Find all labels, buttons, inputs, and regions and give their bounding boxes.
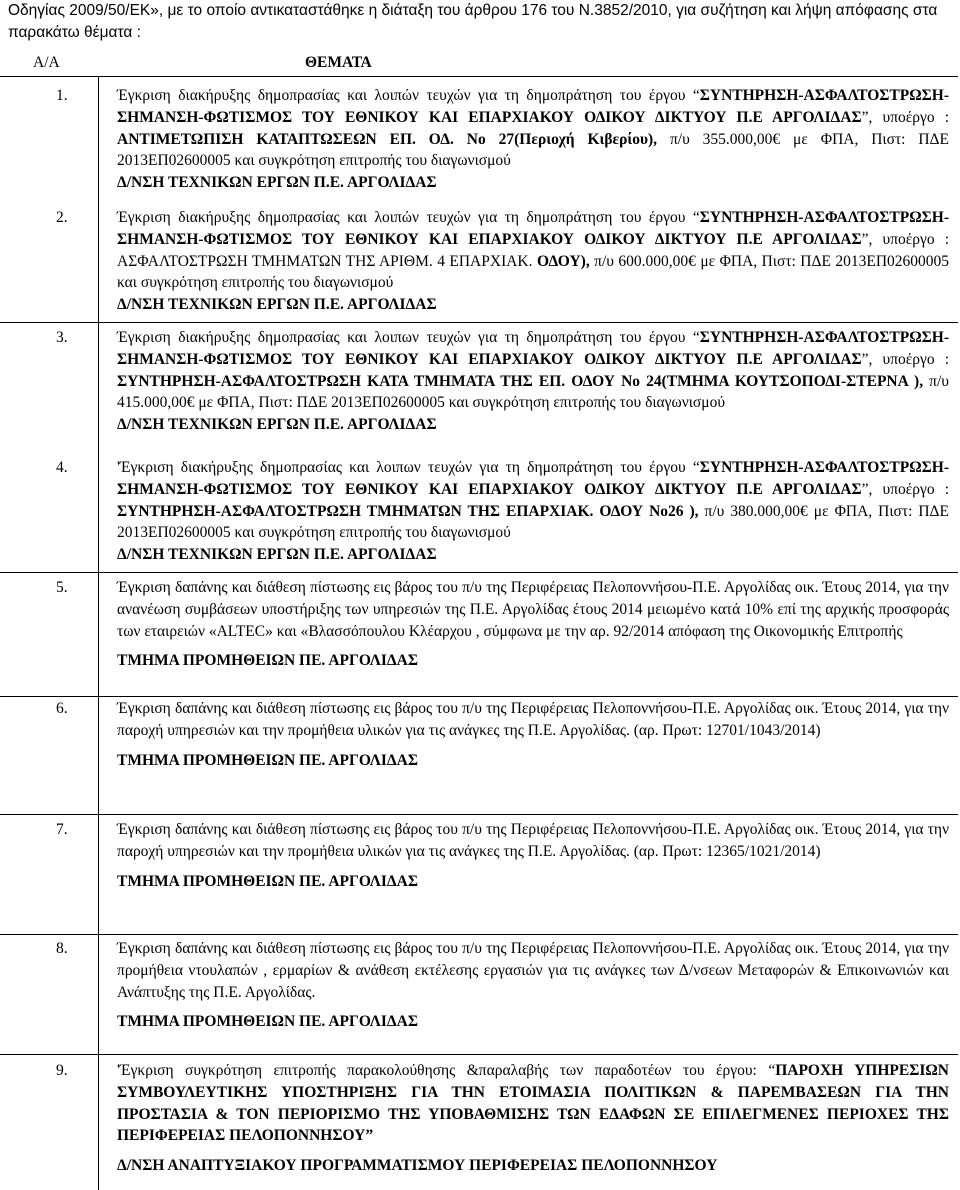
item-number: 9. xyxy=(56,1062,68,1079)
row-divider xyxy=(0,934,958,935)
item-number: 8. xyxy=(56,940,68,957)
department-label: Δ/ΝΣΗ ΑΝΑΠΤΥΞΙΑΚΟΥ ΠΡΟΓΡΑΜΜΑΤΙΣΜΟΥ ΠΕΡΙΦΕΡΕΙΑΣ ΠΕΛΟΠΟΝΝΗΣΟΥ xyxy=(117,1157,718,1175)
row-divider xyxy=(0,696,958,697)
item-text: 'Έγκριση διακήρυξης δημοπρασίας και λοιπων τευχών για τη δημοπράτηση του έργου “ΣΥΝΤΗΡΗΣΗ-ΑΣΦΑΛΤΟΣΤΡΩΣΗ-ΣΗΜΑΝΣΗ-ΦΩΤΙΣΜΟΣ ΤΟΥ ΕΘΝΙΚΟΥ ΚΑΙ ΕΠΑΡΧΙΑΚΟΥ ΟΔΙΚΟΥ ΔΙΚΤΥΟΥ Π.Ε ΑΡΓΟΛΙΔΑΣ”, υποέργο : ΣΥΝΤΗΡΗΣΗ-ΑΣΦΑΛΤΟΣΤΡΩΣΗ ΤΜΗΜΑΤΩΝ ΤΗΣ ΕΠΑΡΧΙΑΚ. ΟΔΟΥ Νο26 ), π/υ 380.000,00€ με ΦΠΑ, Πιστ: ΠΔΕ 2013ΕΠ02600005 και συγκρότηση επιτροπής του διαγωνισμού Δ/ΝΣΗ ΤΕΧΝΙΚΩΝ ΕΡΓΩΝ Π.Ε. ΑΡΓΟΛΙΔΑΣ xyxy=(117,457,949,566)
item-text: Έγκριση δαπάνης και διάθεση πίστωσης εις βάρος του π/υ της Περιφέρειας Πελοποννήσου-Π.Ε. Αργολίδας οικ. Έτους 2014, για την παροχή υπηρεσιών και την προμήθεια υλικών για τις ανάγκες της Π.Ε. Αργολίδας. (αρ. Πρωτ: 12365/1021/2014) ΤΜΗΜΑ ΠΡΟΜΗΘΕΙΩΝ ΠΕ. ΑΡΓΟΛΙΔΑΣ xyxy=(117,819,949,892)
department-label: ΤΜΗΜΑ ΠΡΟΜΗΘΕΙΩΝ ΠΕ. ΑΡΓΟΛΙΔΑΣ xyxy=(117,652,418,670)
item-text: 'Έγκριση συγκρότηση επιτροπής παρακολούθησης &παραλαβής των παραδοτέων του έργου: “ΠΑΡΟΧΗ ΥΠΗΡΕΣΙΩΝ ΣΥΜΒΟΥΛΕΥΤΙΚΗΣ ΥΠΟΣΤΗΡΙΞΗΣ ΓΙΑ ΤΗΝ ΕΤΟΙΜΑΣΙΑ ΠΟΛΙΤΙΚΩΝ & ΠΑΡΕΜΒΑΣΕΩΝ ΓΙΑ ΤΗΝ ΠΡΟΣΤΑΣΙΑ & ΤΟΝ ΠΕΡΙΟΡΙΣΜΟ ΤΗΣ ΥΠΟΒΑΘΜΙΣΗΣ ΤΩΝ ΕΔΑΦΩΝ ΣΕ ΕΠΙΛΕΓΜΕΝΕΣ ΠΕΡΙΟΧΕΣ ΤΗΣ ΠΕΡΙΦΕΡΕΙΑΣ ΠΕΛΟΠΟΝΝΗΣΟΥ” Δ/ΝΣΗ ΑΝΑΠΤΥΞΙΑΚΟΥ ΠΡΟΓΡΑΜΜΑΤΙΣΜΟΥ ΠΕΡΙΦΕΡΕΙΑΣ ΠΕΛΟΠΟΝΝΗΣΟΥ xyxy=(117,1060,949,1177)
item-number: 4. xyxy=(56,459,68,476)
item-number: 7. xyxy=(56,821,68,838)
column-divider xyxy=(98,76,99,1190)
department-label: Δ/ΝΣΗ ΤΕΧΝΙΚΩΝ ΕΡΓΩΝ Π.Ε. ΑΡΓΟΛΙΔΑΣ xyxy=(117,416,437,434)
department-label: Δ/ΝΣΗ ΤΕΧΝΙΚΩΝ ΕΡΓΩΝ Π.Ε. ΑΡΓΟΛΙΔΑΣ xyxy=(117,296,437,314)
row-divider xyxy=(0,814,958,815)
item-text: Έγκριση δαπάνης και διάθεση πίστωσης εις βάρος του π/υ της Περιφέρειας Πελοποννήσου-Π.Ε. Αργολίδας οικ. Έτους 2014, για την προμήθεια ντουλαπών , ερμαρίων & ανάθεση εκτέλεσης εργασιών για τις ανάγκες των Δ/νσεων Μεταφορών & Επικοινωνιών και Ανάπτυξης της Π.Ε. Αργολίδας. ΤΜΗΜΑ ΠΡΟΜΗΘΕΙΩΝ ΠΕ. ΑΡΓΟΛΙΔΑΣ xyxy=(117,938,949,1033)
item-text: Έγκριση διακήρυξης δημοπρασίας και λοιπών τευχών για τη δημοπράτηση του έργου “ΣΥΝΤΗΡΗΣΗ-ΑΣΦΑΛΤΟΣΤΡΩΣΗ-ΣΗΜΑΝΣΗ-ΦΩΤΙΣΜΟΣ ΤΟΥ ΕΘΝΙΚΟΥ ΚΑΙ ΕΠΑΡΧΙΑΚΟΥ ΟΔΙΚΟΥ ΔΙΚΤΥΟΥ Π.Ε ΑΡΓΟΛΙΔΑΣ”, υποέργο : ΑΣΦΑΛΤΟΣΤΡΩΣΗ ΤΜΗΜΑΤΩΝ ΤΗΣ ΑΡΙΘΜ. 4 ΕΠΑΡΧΙΑΚ. ΟΔΟΥ), π/υ 600.000,00€ με ΦΠΑ, Πιστ: ΠΔΕ 2013ΕΠ02600005 και συγκρότηση επιτροπής του διαγωνισμού Δ/ΝΣΗ ΤΕΧΝΙΚΩΝ ΕΡΓΩΝ Π.Ε. ΑΡΓΟΛΙΔΑΣ xyxy=(117,207,949,316)
item-number: 6. xyxy=(56,700,68,717)
row-divider xyxy=(0,1054,958,1055)
item-number: 5. xyxy=(56,579,68,596)
table-top-border xyxy=(0,76,958,77)
department-label: Δ/ΝΣΗ ΤΕΧΝΙΚΩΝ ΕΡΓΩΝ Π.Ε. ΑΡΓΟΛΙΔΑΣ xyxy=(117,174,437,192)
item-number: 3. xyxy=(56,329,68,346)
item-text: Έγκριση διακήρυξης δημοπρασίας και λοιπων τευχών για τη δημοπράτηση του έργου “ΣΥΝΤΗΡΗΣΗ-ΑΣΦΑΛΤΟΣΤΡΩΣΗ-ΣΗΜΑΝΣΗ-ΦΩΤΙΣΜΟΣ ΤΟΥ ΕΘΝΙΚΟΥ ΚΑΙ ΕΠΑΡΧΙΑΚΟΥ ΟΔΙΚΟΥ ΔΙΚΤΥΟΥ Π.Ε ΑΡΓΟΛΙΔΑΣ”, υποέργο : ΣΥΝΤΗΡΗΣΗ-ΑΣΦΑΛΤΟΣΤΡΩΣΗ ΚΑΤΑ ΤΜΗΜΑΤΑ ΤΗΣ ΕΠ. ΟΔΟΥ Νο 24(ΤΜΗΜΑ ΚΟΥΤΣΟΠΟΔΙ-ΣΤΕΡΝΑ ), π/υ 415.000,00€ με ΦΠΑ, Πιστ: ΠΔΕ 2013ΕΠ02600005 και συγκρότηση επιτροπής του διαγωνισμού Δ/ΝΣΗ ΤΕΧΝΙΚΩΝ ΕΡΓΩΝ Π.Ε. ΑΡΓΟΛΙΔΑΣ xyxy=(117,327,949,436)
item-text: Έγκριση δαπάνης και διάθεση πίστωσης εις βάρος του π/υ της Περιφέρειας Πελοποννήσου-Π.Ε. Αργολίδας οικ. Έτους 2014, για την παροχή υπηρεσιών και την προμήθεια υλικών για τις ανάγκες της Π.Ε. Αργολίδας. (αρ. Πρωτ: 12701/1043/2014) ΤΜΗΜΑ ΠΡΟΜΗΘΕΙΩΝ ΠΕ. ΑΡΓΟΛΙΔΑΣ xyxy=(117,698,949,771)
item-number: 1. xyxy=(56,87,68,104)
department-label: ΤΜΗΜΑ ΠΡΟΜΗΘΕΙΩΝ ΠΕ. ΑΡΓΟΛΙΔΑΣ xyxy=(117,751,418,769)
department-label: ΤΜΗΜΑ ΠΡΟΜΗΘΕΙΩΝ ΠΕ. ΑΡΓΟΛΙΔΑΣ xyxy=(117,872,418,890)
header-themata: ΘΕΜΑΤΑ xyxy=(305,54,372,71)
row-divider xyxy=(0,322,958,323)
row-divider xyxy=(0,572,958,573)
item-number: 2. xyxy=(56,209,68,226)
department-label: Δ/ΝΣΗ ΤΕΧΝΙΚΩΝ ΕΡΓΩΝ Π.Ε. ΑΡΓΟΛΙΔΑΣ xyxy=(117,546,437,564)
item-text: Έγκριση δαπάνης και διάθεση πίστωσης εις βάρος του π/υ της Περιφέρειας Πελοποννήσου-Π.Ε. Αργολίδας οικ. Έτους 2014, για την ανανέωση συμβάσεων υποστήριξης των υπηρεσιών της Π.Ε. Αργολίδας έτους 2014 μειωμένο κατά 10% επί της αρχικής προσφοράς των εταιρειών «ALTEC» και «Βλασσόπουλου Κλέαρχου , σύμφωνα με την αρ. 92/2014 απόφαση της Οικονομικής Επιτροπής ΤΜΗΜΑ ΠΡΟΜΗΘΕΙΩΝ ΠΕ. ΑΡΓΟΛΙΔΑΣ xyxy=(117,577,949,672)
table-header xyxy=(0,52,960,76)
header-aa: Α/Α xyxy=(33,54,60,71)
item-text: Έγκριση διακήρυξης δημοπρασίας και λοιπών τευχών για τη δημοπράτηση του έργου “ΣΥΝΤΗΡΗΣΗ-ΑΣΦΑΛΤΟΣΤΡΩΣΗ-ΣΗΜΑΝΣΗ-ΦΩΤΙΣΜΟΣ ΤΟΥ ΕΘΝΙΚΟΥ ΚΑΙ ΕΠΑΡΧΙΑΚΟΥ ΟΔΙΚΟΥ ΔΙΚΤΥΟΥ Π.Ε ΑΡΓΟΛΙΔΑΣ”, υποέργο : ΑΝΤΙΜΕΤΩΠΙΣΗ ΚΑΤΑΠΤΩΣΕΩΝ ΕΠ. ΟΔ. Νο 27(Περιοχή Κιβερίου), π/υ 355.000,00€ με ΦΠΑ, Πιστ: ΠΔΕ 2013ΕΠ02600005 και συγκρότηση επιτροπής του διαγωνισμού Δ/ΝΣΗ ΤΕΧΝΙΚΩΝ ΕΡΓΩΝ Π.Ε. ΑΡΓΟΛΙΔΑΣ xyxy=(117,85,949,194)
department-label: ΤΜΗΜΑ ΠΡΟΜΗΘΕΙΩΝ ΠΕ. ΑΡΓΟΛΙΔΑΣ xyxy=(117,1013,418,1031)
intro-text: Οδηγίας 2009/50/ΕΚ», με το οποίο αντικαταστάθηκε η διάταξη του άρθρου 176 του Ν.3852/2010, για συζήτηση και λήψη απόφασης στα παρακάτω θέματα : xyxy=(8,2,938,41)
